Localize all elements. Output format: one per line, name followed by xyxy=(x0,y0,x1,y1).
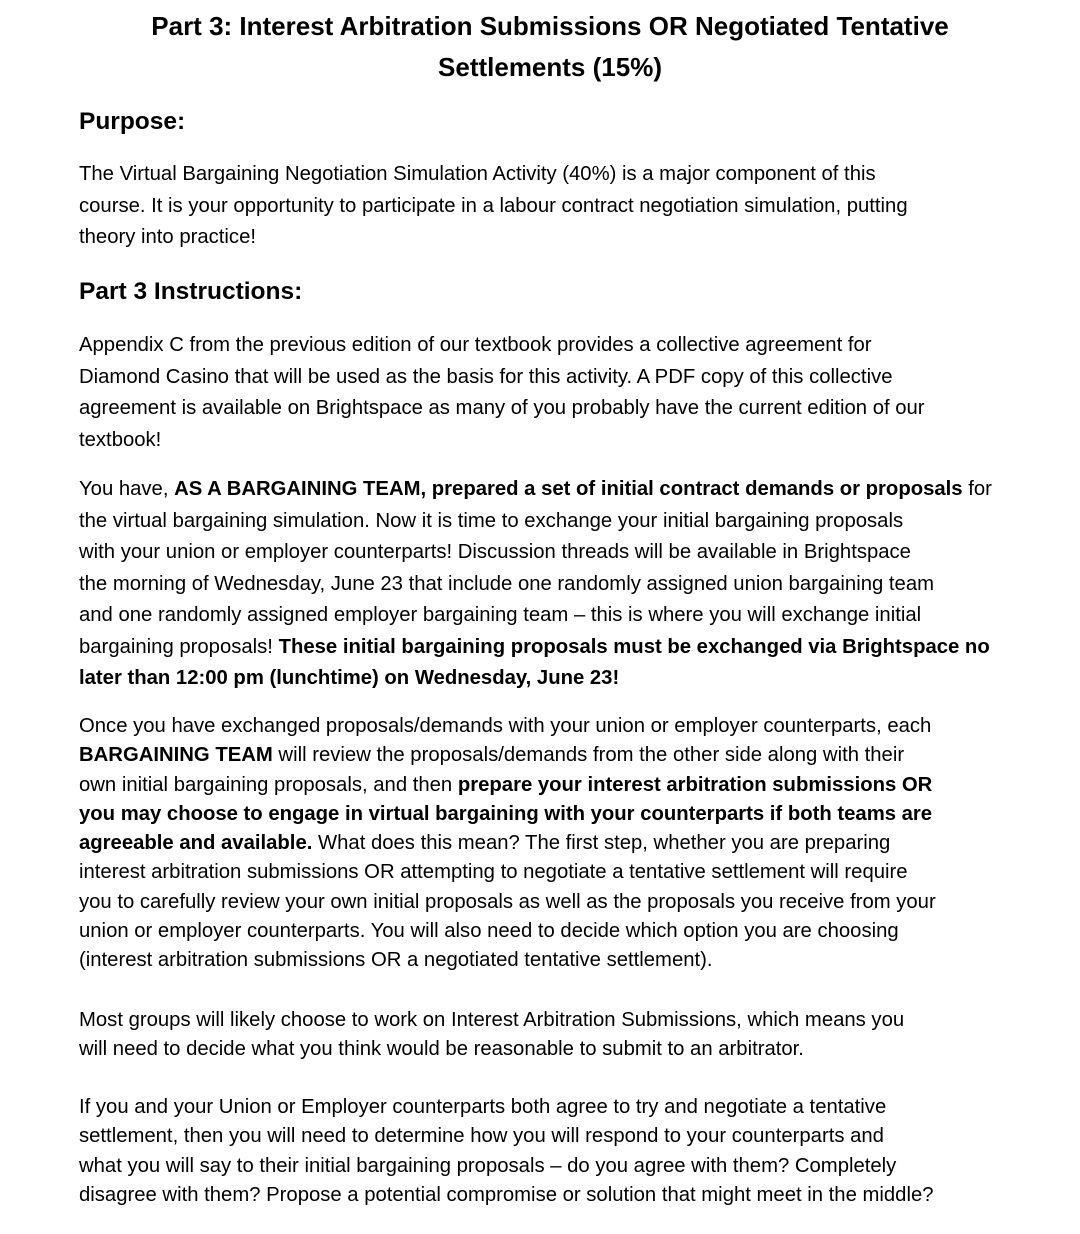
title-line-1: Part 3: Interest Arbitration Submissions OR Negotiated Tentative xyxy=(151,11,949,41)
page-title xyxy=(110,6,990,88)
review-line: interest arbitration submissions OR attempting to negotiate a tentative settlement will require xyxy=(79,861,908,884)
settlement-line: settlement, then you will need to determine how you will respond to your counterparts and xyxy=(79,1125,884,1148)
instructions-heading: Part 3 Instructions: xyxy=(79,278,303,305)
review-line xyxy=(79,829,1029,858)
purpose-heading: Purpose: xyxy=(79,108,186,135)
deadline-text: later than 12:00 pm (lunchtime) on Wednesday, June 23! xyxy=(79,667,620,689)
review-bold-text: you may choose to engage in virtual bargaining with your counterparts if both teams are xyxy=(79,802,933,825)
review-line: (interest arbitration submissions OR a negotiated tentative settlement). xyxy=(79,949,713,972)
review-text: What does this mean? The first step, whether you are preparing xyxy=(312,832,891,855)
review-line: union or employer counterparts. You will also need to decide which option you are choosing xyxy=(79,920,899,943)
team-line: with your union or employer counterparts! Discussion threads will be available in Brightspace xyxy=(79,541,911,563)
review-line xyxy=(79,741,1029,770)
appendix-line: textbook! xyxy=(79,428,162,451)
purpose-line: course. It is your opportunity to participate in a labour contract negotiation simulation, putting xyxy=(79,194,908,217)
review-line xyxy=(79,771,1029,800)
team-bold-text: AS A BARGAINING TEAM, prepared a set of initial contract demands or proposals xyxy=(174,478,963,500)
purpose-paragraph xyxy=(79,159,1029,254)
purpose-line: The Virtual Bargaining Negotiation Simulation Activity (40%) is a major component of this xyxy=(79,163,876,185)
settlement-line: disagree with them? Propose a potential compromise or solution that might meet in the middle? xyxy=(79,1183,934,1206)
settlement-paragraph xyxy=(79,1093,1029,1210)
team-line: the morning of Wednesday, June 23 that include one randomly assigned union bargaining team xyxy=(79,572,935,595)
groups-line: will need to decide what you think would be reasonable to submit to an arbitrator. xyxy=(79,1038,804,1061)
settlement-line: If you and your Union or Employer counterparts both agree to try and negotiate a tentative xyxy=(79,1096,887,1118)
team-line xyxy=(79,632,1029,664)
review-bold-text: agreeable and available. xyxy=(79,832,313,855)
review-line: you to carefully review your own initial proposals as well as the proposals you receive from your xyxy=(79,890,936,913)
team-line: and one randomly assigned employer bargaining team – this is where you will exchange initial xyxy=(79,604,922,626)
groups-paragraph xyxy=(79,1006,1029,1065)
team-text: for xyxy=(962,478,992,500)
team-text: You have, xyxy=(79,478,175,500)
settlement-line: what you will say to their initial bargaining proposals – do you agree with them? Completely xyxy=(79,1154,897,1177)
title-line-2: Settlements (15%) xyxy=(438,52,662,82)
groups-line: Most groups will likely choose to work on Interest Arbitration Submissions, which means you xyxy=(79,1009,905,1031)
team-line: the virtual bargaining simulation. Now it is time to exchange your initial bargaining proposals xyxy=(79,509,904,532)
review-text: will review the proposals/demands from the other side along with their xyxy=(272,744,905,767)
review-text: own initial bargaining proposals, and then xyxy=(79,773,458,796)
appendix-line: agreement is available on Brightspace as many of you probably have the current edition of our xyxy=(79,397,925,419)
appendix-line: Diamond Casino that will be used as the basis for this activity. A PDF copy of this collective xyxy=(79,365,893,388)
team-text: bargaining proposals! xyxy=(79,635,279,658)
review-bold-text: prepare your interest arbitration submissions OR xyxy=(457,773,933,796)
review-bold-text: BARGAINING TEAM xyxy=(79,744,273,767)
review-paragraph xyxy=(79,712,1029,976)
team-paragraph xyxy=(79,474,1029,695)
review-line: Once you have exchanged proposals/demands with your union or employer counterparts, each xyxy=(79,715,932,737)
team-bold-text: These initial bargaining proposals must be exchanged via Brightspace no xyxy=(278,635,990,658)
team-line xyxy=(79,663,1029,695)
appendix-paragraph xyxy=(79,330,1029,456)
team-line xyxy=(79,474,1029,506)
purpose-line: theory into practice! xyxy=(79,226,256,248)
review-line xyxy=(79,800,1029,829)
appendix-line: Appendix C from the previous edition of our textbook provides a collective agreement for xyxy=(79,334,872,356)
